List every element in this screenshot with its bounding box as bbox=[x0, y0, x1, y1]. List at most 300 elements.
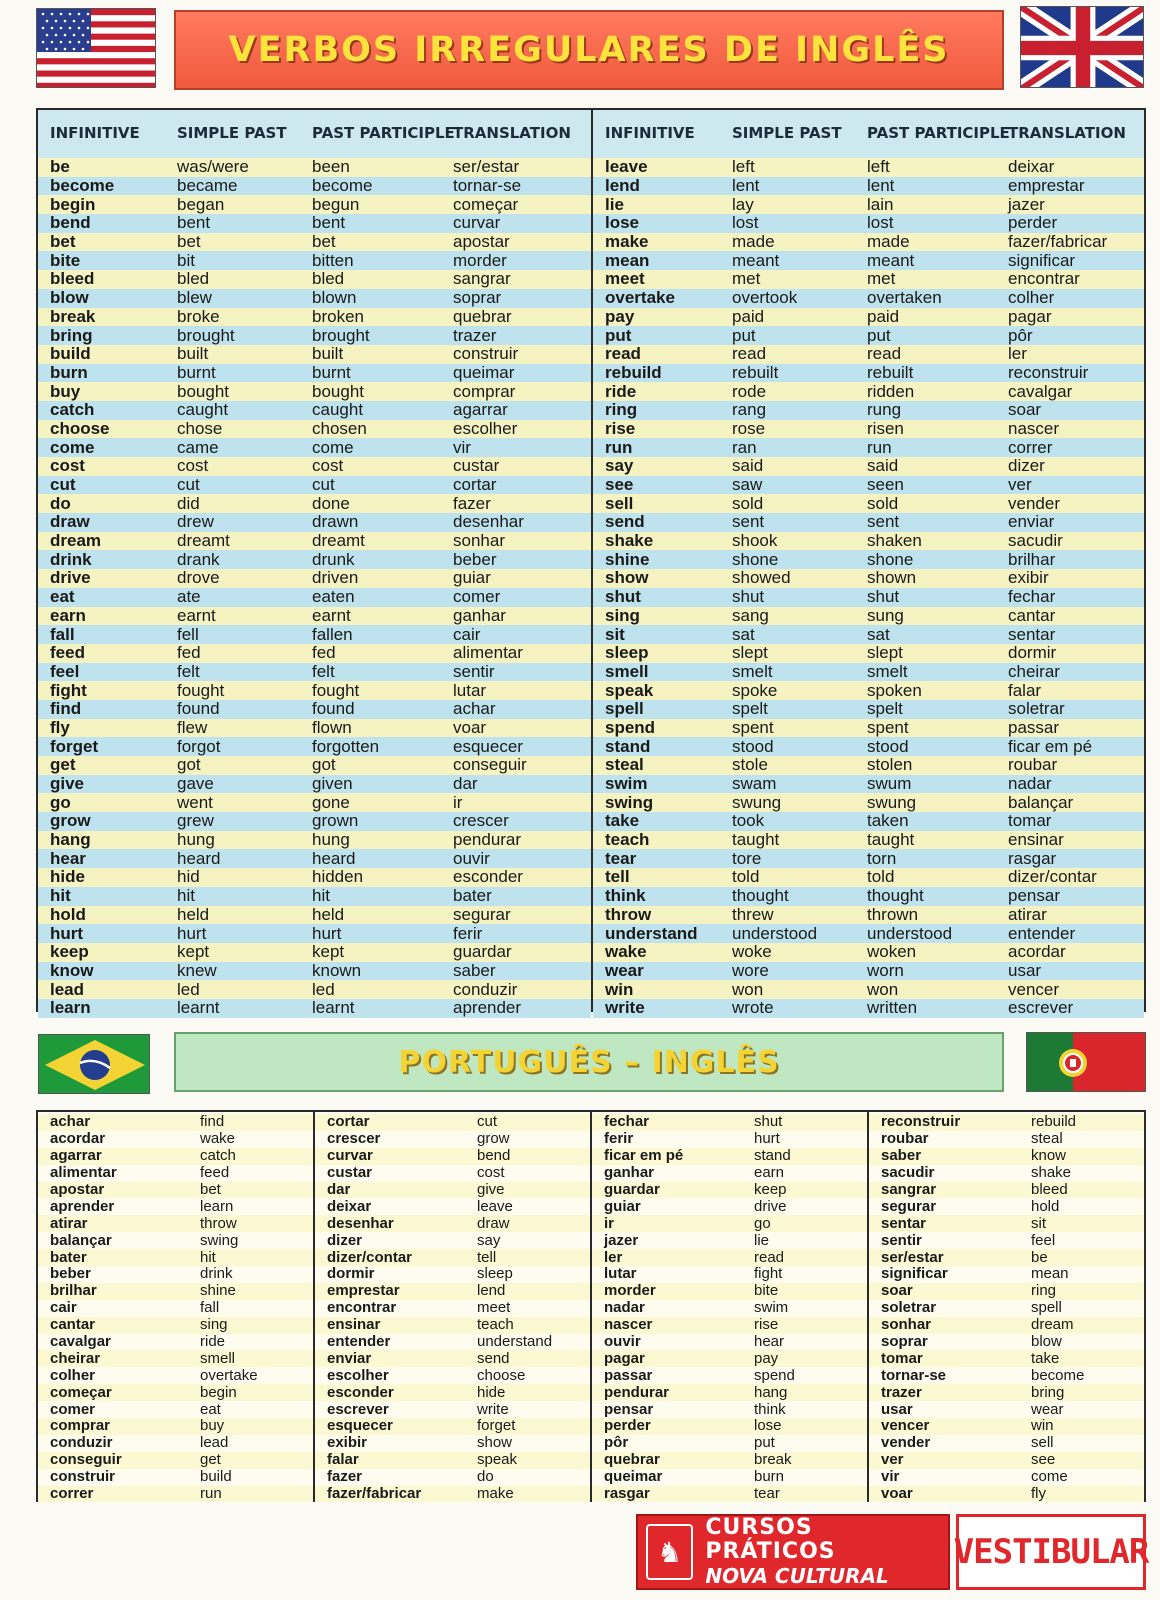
table-row bbox=[593, 158, 1144, 177]
portuguese-word: apostar bbox=[50, 1181, 105, 1198]
simple-past-cell: earnt bbox=[177, 605, 216, 625]
table-row bbox=[593, 476, 1144, 495]
list-item bbox=[592, 1114, 867, 1131]
simple-past-cell: lent bbox=[732, 176, 760, 196]
past-participle-cell: lain bbox=[867, 194, 894, 214]
simple-past-cell: heard bbox=[177, 848, 221, 868]
list-item bbox=[315, 1469, 590, 1486]
list-item bbox=[38, 1418, 313, 1435]
list-item bbox=[315, 1182, 590, 1199]
list-item bbox=[592, 1300, 867, 1317]
translation-cell: desenhar bbox=[453, 512, 524, 532]
simple-past-cell: saw bbox=[732, 475, 763, 495]
portuguese-word: crescer bbox=[327, 1130, 381, 1148]
infinitive-cell: be bbox=[50, 157, 70, 177]
portuguese-word: lutar bbox=[604, 1265, 637, 1283]
past-participle-cell: rung bbox=[867, 400, 902, 420]
infinitive-cell: lie bbox=[605, 194, 624, 214]
list-item bbox=[38, 1266, 313, 1283]
list-item bbox=[315, 1435, 590, 1452]
portuguese-word: rasgar bbox=[604, 1485, 650, 1503]
portuguese-word: fazer/fabricar bbox=[327, 1485, 422, 1503]
portuguese-word: pendurar bbox=[604, 1383, 670, 1401]
portuguese-word: achar bbox=[50, 1113, 91, 1131]
list-item bbox=[315, 1249, 590, 1266]
column-header-translation: TRANSLATION bbox=[453, 124, 571, 142]
column-header-simple-past: SIMPLE PAST bbox=[177, 124, 287, 142]
portuguese-word: passar bbox=[604, 1366, 653, 1384]
table-row bbox=[38, 588, 591, 607]
list-item bbox=[869, 1148, 1144, 1165]
table-row bbox=[38, 158, 591, 177]
infinitive-cell: bend bbox=[50, 213, 91, 233]
table-row bbox=[593, 569, 1144, 588]
list-item bbox=[38, 1249, 313, 1266]
table-row bbox=[38, 644, 591, 663]
infinitive-cell: say bbox=[605, 456, 634, 476]
infinitive-cell: meet bbox=[605, 269, 645, 289]
past-participle-cell: cost bbox=[312, 456, 344, 476]
past-participle-cell: ridden bbox=[867, 381, 915, 401]
portuguese-word: construir bbox=[50, 1468, 116, 1486]
english-word: meet bbox=[477, 1299, 511, 1317]
simple-past-cell: drew bbox=[177, 512, 214, 532]
past-participle-cell: thrown bbox=[867, 904, 919, 924]
simple-past-cell: put bbox=[732, 325, 756, 345]
table-row bbox=[38, 999, 591, 1018]
list-item bbox=[38, 1131, 313, 1148]
translation-cell: lutar bbox=[453, 680, 487, 700]
list-item bbox=[38, 1401, 313, 1418]
english-word: do bbox=[477, 1468, 494, 1486]
past-participle-cell: stolen bbox=[867, 755, 913, 775]
english-word: choose bbox=[477, 1366, 526, 1384]
table-row bbox=[593, 214, 1144, 233]
simple-past-cell: blew bbox=[177, 288, 212, 308]
simple-past-cell: did bbox=[177, 493, 200, 513]
past-participle-cell: built bbox=[312, 344, 344, 364]
list-item bbox=[315, 1418, 590, 1435]
translation-cell: cantar bbox=[1008, 605, 1056, 625]
list-item bbox=[38, 1452, 313, 1469]
english-word: hang bbox=[754, 1383, 788, 1401]
infinitive-cell: take bbox=[605, 811, 640, 831]
table-row bbox=[593, 326, 1144, 345]
translation-cell: sentar bbox=[1008, 624, 1056, 644]
past-participle-cell: found bbox=[312, 699, 355, 719]
simple-past-cell: threw bbox=[732, 904, 774, 924]
past-participle-cell: taught bbox=[867, 830, 915, 850]
table-row bbox=[38, 438, 591, 457]
portuguese-word: entender bbox=[327, 1333, 391, 1351]
list-item bbox=[315, 1317, 590, 1334]
portuguese-word: morder bbox=[604, 1282, 656, 1300]
portuguese-word: ir bbox=[604, 1214, 615, 1232]
past-participle-cell: sat bbox=[867, 624, 890, 644]
past-participle-cell: earnt bbox=[312, 605, 351, 625]
simple-past-cell: fell bbox=[177, 624, 199, 644]
translation-cell: sangrar bbox=[453, 269, 511, 289]
english-word: stand bbox=[754, 1147, 791, 1165]
list-item bbox=[592, 1452, 867, 1469]
portuguese-word: conduzir bbox=[50, 1434, 113, 1452]
portuguese-word: cair bbox=[50, 1299, 77, 1317]
simple-past-cell: stole bbox=[732, 755, 768, 775]
english-word: swing bbox=[200, 1231, 239, 1249]
infinitive-cell: drive bbox=[50, 568, 91, 588]
past-participle-cell: been bbox=[312, 157, 350, 177]
list-item bbox=[315, 1232, 590, 1249]
rooster-logo-icon: ♞ bbox=[646, 1524, 693, 1580]
english-word: run bbox=[200, 1485, 222, 1503]
english-word: eat bbox=[200, 1400, 221, 1418]
table-row bbox=[593, 382, 1144, 401]
portuguese-word: dormir bbox=[327, 1265, 375, 1283]
translation-cell: soletrar bbox=[1008, 699, 1065, 719]
portuguese-word: curvar bbox=[327, 1147, 373, 1165]
english-word: begin bbox=[200, 1383, 237, 1401]
simple-past-cell: said bbox=[732, 456, 764, 476]
translation-cell: enviar bbox=[1008, 512, 1055, 532]
translation-cell: ser/estar bbox=[453, 157, 520, 177]
infinitive-cell: hold bbox=[50, 904, 86, 924]
simple-past-cell: forgot bbox=[177, 736, 221, 756]
table-row bbox=[38, 700, 591, 719]
portuguese-word: segurar bbox=[881, 1197, 937, 1215]
simple-past-cell: bet bbox=[177, 232, 201, 252]
english-word: rise bbox=[754, 1316, 779, 1334]
irregular-verbs-table bbox=[36, 108, 1146, 1018]
infinitive-cell: win bbox=[605, 979, 634, 999]
verbs-table-right bbox=[591, 110, 1144, 1018]
translation-cell: voar bbox=[453, 717, 487, 737]
english-word: cost bbox=[477, 1164, 505, 1182]
table-row bbox=[593, 457, 1144, 476]
translation-cell: passar bbox=[1008, 717, 1060, 737]
table-row bbox=[593, 494, 1144, 513]
past-participle-cell: taken bbox=[867, 811, 909, 831]
vestibular-logo bbox=[953, 1514, 1149, 1590]
simple-past-cell: stood bbox=[732, 736, 774, 756]
portuguese-word: ganhar bbox=[604, 1164, 655, 1182]
portuguese-word: nadar bbox=[604, 1299, 645, 1317]
list-item bbox=[592, 1334, 867, 1351]
portuguese-word: falar bbox=[327, 1451, 359, 1469]
past-participle-cell: held bbox=[312, 904, 345, 924]
table-row bbox=[593, 924, 1144, 943]
infinitive-cell: make bbox=[605, 232, 649, 252]
translation-cell: dar bbox=[453, 774, 478, 794]
portuguese-word: sonhar bbox=[881, 1316, 932, 1334]
translation-cell: cheirar bbox=[1008, 661, 1060, 681]
past-participle-cell: drunk bbox=[312, 549, 355, 569]
table-row bbox=[38, 420, 591, 439]
portuguese-word: ler bbox=[604, 1248, 623, 1266]
table-row bbox=[38, 849, 591, 868]
past-participle-cell: swum bbox=[867, 774, 912, 794]
list-item bbox=[38, 1300, 313, 1317]
table-row bbox=[38, 382, 591, 401]
past-participle-cell: done bbox=[312, 493, 350, 513]
list-item bbox=[315, 1266, 590, 1283]
translation-cell: cortar bbox=[453, 475, 497, 495]
list-item bbox=[38, 1469, 313, 1486]
english-word: fly bbox=[1031, 1485, 1046, 1503]
infinitive-cell: get bbox=[50, 755, 76, 775]
simple-past-cell: shut bbox=[732, 587, 765, 607]
translation-cell: ouvir bbox=[453, 848, 490, 868]
past-participle-cell: sung bbox=[867, 605, 904, 625]
table-row bbox=[38, 943, 591, 962]
verbs-rows-left bbox=[38, 156, 591, 1018]
list-item bbox=[592, 1232, 867, 1249]
list-item bbox=[869, 1350, 1144, 1367]
column-header-past-participle: PAST PARTICIPLE bbox=[867, 124, 1010, 142]
infinitive-cell: keep bbox=[50, 942, 89, 962]
infinitive-cell: fight bbox=[50, 680, 87, 700]
english-word: smell bbox=[200, 1349, 236, 1367]
simple-past-cell: shone bbox=[732, 549, 779, 569]
usa-flag-icon bbox=[36, 8, 156, 88]
infinitive-cell: feel bbox=[50, 661, 80, 681]
infinitive-cell: sing bbox=[605, 605, 640, 625]
past-participle-cell: told bbox=[867, 867, 895, 887]
portuguese-word: jazer bbox=[604, 1231, 639, 1249]
past-participle-cell: left bbox=[867, 157, 890, 177]
past-participle-cell: shaken bbox=[867, 531, 922, 551]
table-row bbox=[38, 364, 591, 383]
table-row bbox=[38, 494, 591, 513]
list-item bbox=[315, 1131, 590, 1148]
simple-past-cell: showed bbox=[732, 568, 791, 588]
list-item bbox=[38, 1114, 313, 1131]
english-word: become bbox=[1031, 1366, 1085, 1384]
translation-cell: colher bbox=[1008, 288, 1055, 308]
infinitive-cell: smell bbox=[605, 661, 649, 681]
translation-cell: queimar bbox=[453, 362, 515, 382]
table-row bbox=[38, 625, 591, 644]
infinitive-cell: fall bbox=[50, 624, 75, 644]
past-participle-cell: forgotten bbox=[312, 736, 380, 756]
infinitive-cell: build bbox=[50, 344, 91, 364]
table-row bbox=[593, 308, 1144, 327]
portuguese-word: reconstruir bbox=[881, 1113, 961, 1131]
brazil-flag-icon bbox=[38, 1034, 150, 1094]
table-row bbox=[38, 233, 591, 252]
english-word: leave bbox=[477, 1197, 513, 1215]
portuguese-word: deixar bbox=[327, 1197, 372, 1215]
vestibular-text: VESTIBULAR bbox=[953, 1532, 1149, 1572]
past-participle-cell: made bbox=[867, 232, 910, 252]
table-header bbox=[593, 110, 1144, 156]
infinitive-cell: forget bbox=[50, 736, 99, 756]
list-item bbox=[315, 1165, 590, 1182]
list-item bbox=[315, 1367, 590, 1384]
infinitive-cell: send bbox=[605, 512, 645, 532]
table-row bbox=[38, 308, 591, 327]
translation-cell: nadar bbox=[1008, 774, 1052, 794]
list-item bbox=[315, 1452, 590, 1469]
portuguese-word: usar bbox=[881, 1400, 913, 1418]
table-row bbox=[593, 364, 1144, 383]
simple-past-cell: burnt bbox=[177, 362, 216, 382]
list-item bbox=[315, 1401, 590, 1418]
past-participle-cell: hidden bbox=[312, 867, 364, 887]
past-participle-cell: worn bbox=[867, 960, 904, 980]
simple-past-cell: hurt bbox=[177, 923, 207, 943]
past-participle-cell: woken bbox=[867, 942, 917, 962]
translation-cell: ganhar bbox=[453, 605, 506, 625]
portuguese-word: conseguir bbox=[50, 1451, 122, 1469]
translation-cell: agarrar bbox=[453, 400, 508, 420]
table-row bbox=[38, 177, 591, 196]
portuguese-word: vender bbox=[881, 1434, 931, 1452]
simple-past-cell: hid bbox=[177, 867, 200, 887]
translation-cell: soprar bbox=[453, 288, 502, 308]
english-word: ride bbox=[200, 1333, 226, 1351]
translation-cell: ferir bbox=[453, 923, 483, 943]
infinitive-cell: cost bbox=[50, 456, 85, 476]
past-participle-cell: burnt bbox=[312, 362, 351, 382]
simple-past-cell: drank bbox=[177, 549, 220, 569]
portuguese-word: soletrar bbox=[881, 1299, 937, 1317]
translation-cell: rasgar bbox=[1008, 848, 1057, 868]
table-row bbox=[593, 906, 1144, 925]
portuguese-word: escrever bbox=[327, 1400, 389, 1418]
english-word: spend bbox=[754, 1366, 795, 1384]
table-row bbox=[593, 438, 1144, 457]
simple-past-cell: overtook bbox=[732, 288, 798, 308]
infinitive-cell: lose bbox=[605, 213, 640, 233]
past-participle-cell: shone bbox=[867, 549, 914, 569]
translation-cell: tomar bbox=[1008, 811, 1052, 831]
infinitive-cell: spell bbox=[605, 699, 644, 719]
portugues-ingles-banner bbox=[174, 1032, 1004, 1092]
translation-cell: vender bbox=[1008, 493, 1060, 513]
portuguese-word: fazer bbox=[327, 1468, 363, 1486]
simple-past-cell: found bbox=[177, 699, 220, 719]
list-item bbox=[592, 1131, 867, 1148]
simple-past-cell: flew bbox=[177, 717, 208, 737]
simple-past-cell: rode bbox=[732, 381, 767, 401]
translation-cell: usar bbox=[1008, 960, 1042, 980]
english-word: keep bbox=[754, 1181, 787, 1198]
portuguese-word: roubar bbox=[881, 1130, 929, 1148]
page-title: VERBOS IRREGULARES DE INGLÊS bbox=[228, 30, 950, 70]
translation-cell: guardar bbox=[453, 942, 512, 962]
past-participle-cell: bitten bbox=[312, 250, 354, 270]
english-word: sell bbox=[1031, 1434, 1054, 1452]
translation-cell: deixar bbox=[1008, 157, 1055, 177]
infinitive-cell: wear bbox=[605, 960, 644, 980]
table-row bbox=[593, 756, 1144, 775]
english-word: wear bbox=[1031, 1400, 1064, 1418]
list-item bbox=[869, 1300, 1144, 1317]
portuguese-word: sentir bbox=[881, 1231, 922, 1249]
table-row bbox=[593, 663, 1144, 682]
list-item bbox=[869, 1418, 1144, 1435]
infinitive-cell: mean bbox=[605, 250, 650, 270]
table-row bbox=[38, 270, 591, 289]
title-banner bbox=[174, 10, 1004, 90]
past-participle-cell: understood bbox=[867, 923, 953, 943]
portuguese-word: começar bbox=[50, 1383, 112, 1401]
past-participle-cell: bled bbox=[312, 269, 345, 289]
brand-line-2: NOVA CULTURAL bbox=[705, 1564, 889, 1588]
infinitive-cell: throw bbox=[605, 904, 652, 924]
english-word: shut bbox=[754, 1113, 783, 1131]
simple-past-cell: drove bbox=[177, 568, 220, 588]
past-participle-cell: paid bbox=[867, 306, 900, 326]
table-row bbox=[38, 737, 591, 756]
translation-cell: perder bbox=[1008, 213, 1058, 233]
table-row bbox=[593, 943, 1144, 962]
english-word: forget bbox=[477, 1417, 516, 1435]
list-item bbox=[38, 1215, 313, 1232]
infinitive-cell: draw bbox=[50, 512, 90, 532]
translation-cell: exibir bbox=[1008, 568, 1049, 588]
past-participle-cell: blown bbox=[312, 288, 357, 308]
table-row bbox=[593, 270, 1144, 289]
past-participle-cell: stood bbox=[867, 736, 909, 756]
translation-cell: nascer bbox=[1008, 418, 1060, 438]
past-participle-cell: broken bbox=[312, 306, 364, 326]
translation-cell: sentir bbox=[453, 661, 495, 681]
list-item bbox=[592, 1469, 867, 1486]
past-participle-cell: smelt bbox=[867, 661, 908, 681]
simple-past-cell: went bbox=[177, 792, 213, 812]
english-word: go bbox=[754, 1214, 771, 1232]
english-word: teach bbox=[477, 1316, 514, 1334]
translation-cell: roubar bbox=[1008, 755, 1058, 775]
translation-cell: custar bbox=[453, 456, 500, 476]
simple-past-cell: learnt bbox=[177, 998, 220, 1018]
table-row bbox=[38, 868, 591, 887]
simple-past-cell: rang bbox=[732, 400, 767, 420]
list-item bbox=[869, 1266, 1144, 1283]
past-participle-cell: drawn bbox=[312, 512, 359, 532]
simple-past-cell: gave bbox=[177, 774, 214, 794]
past-participle-cell: fed bbox=[312, 643, 336, 663]
list-item bbox=[315, 1486, 590, 1503]
table-row bbox=[38, 812, 591, 831]
infinitive-cell: shine bbox=[605, 549, 650, 569]
english-word: learn bbox=[200, 1197, 234, 1215]
translation-cell: conduzir bbox=[453, 979, 518, 999]
english-word: win bbox=[1031, 1417, 1054, 1435]
infinitive-cell: buy bbox=[50, 381, 81, 401]
simple-past-cell: chose bbox=[177, 418, 223, 438]
table-row bbox=[593, 401, 1144, 420]
translation-cell: cair bbox=[453, 624, 481, 644]
list-item bbox=[315, 1215, 590, 1232]
translation-cell: trazer bbox=[453, 325, 497, 345]
portuguese-word: correr bbox=[50, 1485, 94, 1503]
translation-cell: significar bbox=[1008, 250, 1076, 270]
past-participle-cell: lent bbox=[867, 176, 895, 196]
past-participle-cell: spelt bbox=[867, 699, 903, 719]
portuguese-word: escolher bbox=[327, 1366, 389, 1384]
list-item bbox=[592, 1384, 867, 1401]
translation-cell: esquecer bbox=[453, 736, 523, 756]
translation-cell: escrever bbox=[1008, 998, 1074, 1018]
infinitive-cell: become bbox=[50, 176, 115, 196]
infinitive-cell: cut bbox=[50, 475, 76, 495]
english-word: bring bbox=[1031, 1383, 1065, 1401]
infinitive-cell: bet bbox=[50, 232, 76, 252]
simple-past-cell: bought bbox=[177, 381, 229, 401]
list-item bbox=[869, 1486, 1144, 1503]
